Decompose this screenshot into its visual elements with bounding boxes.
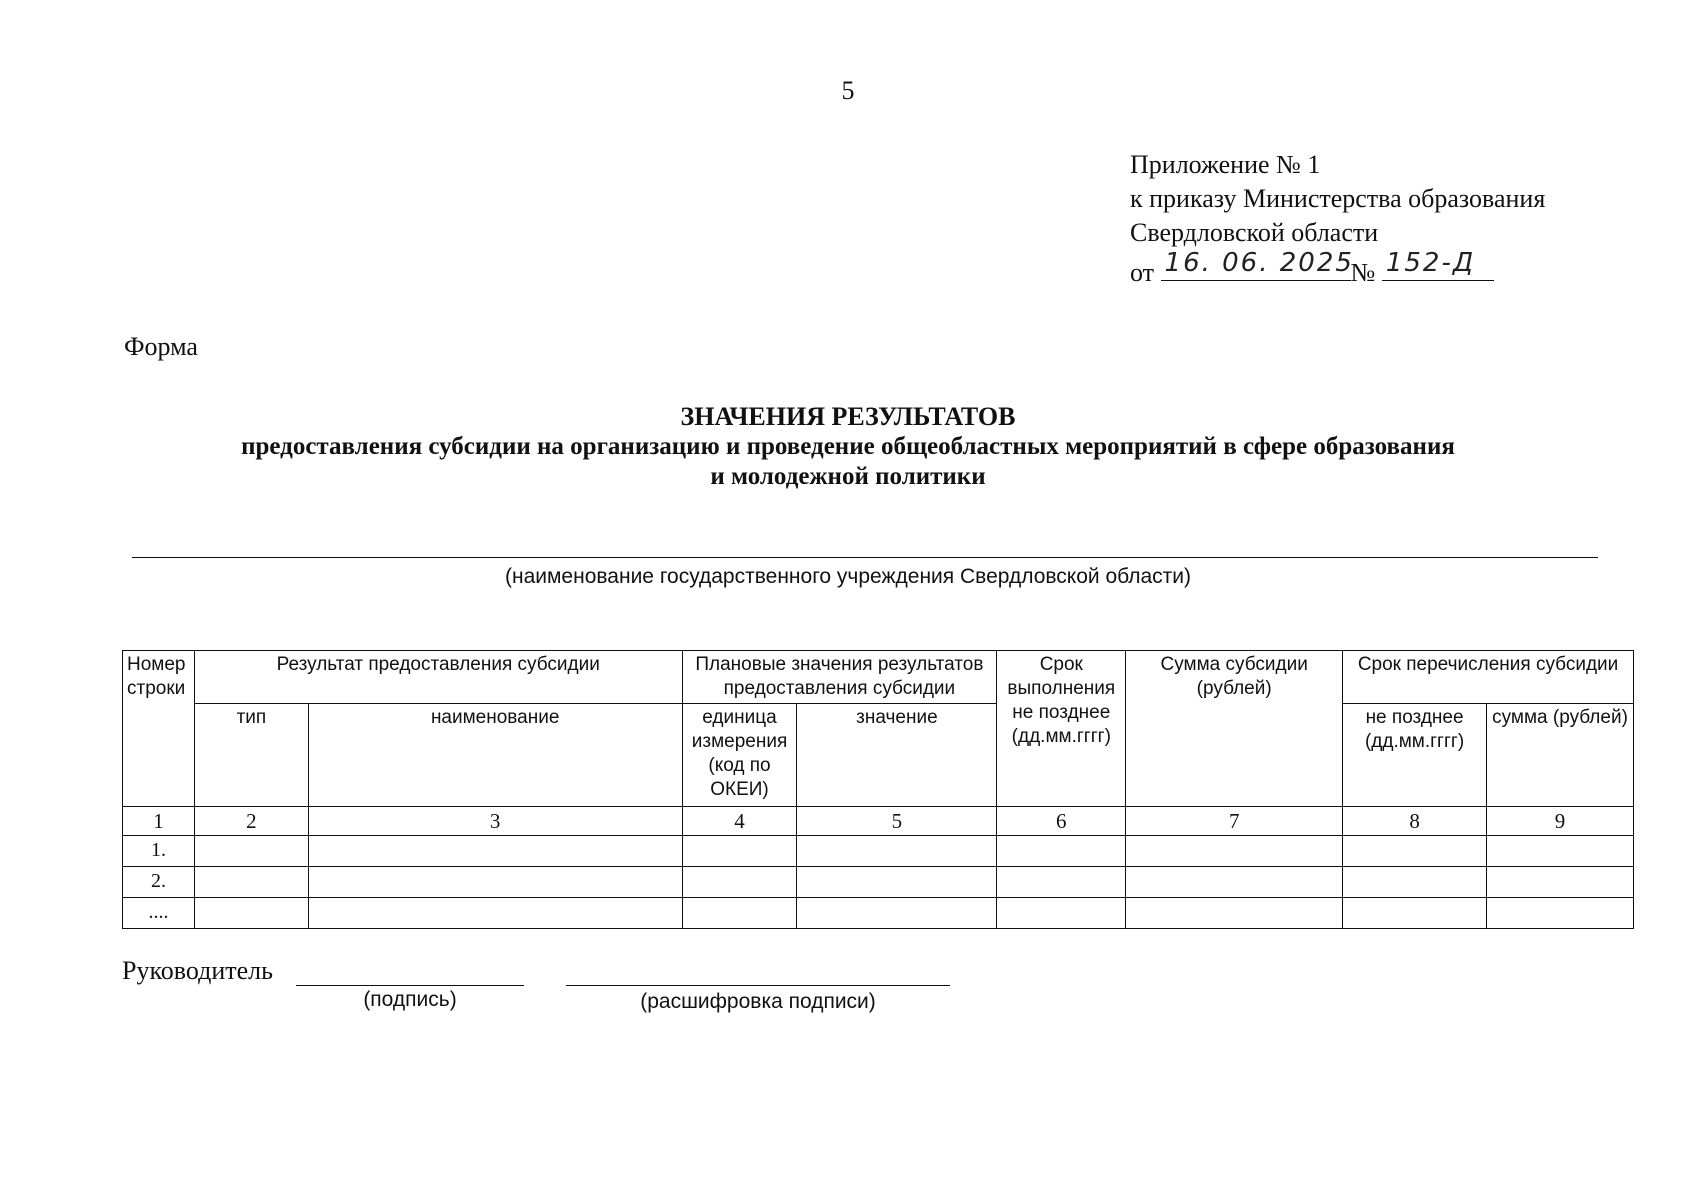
table-row xyxy=(123,898,1634,929)
table-cell xyxy=(682,898,797,929)
date-prefix: от xyxy=(1130,258,1155,287)
table-cell xyxy=(308,867,682,898)
table-cell xyxy=(1126,867,1343,898)
header-value: значение xyxy=(797,704,997,807)
table-cell xyxy=(797,898,997,929)
number-field xyxy=(1382,250,1494,281)
table-cell xyxy=(997,836,1126,867)
date-field xyxy=(1161,248,1354,281)
table-cell xyxy=(682,836,797,867)
header-result-group: Результат предоставления субсидии xyxy=(194,651,682,704)
table-cell xyxy=(1126,898,1343,929)
number-prefix: № xyxy=(1350,258,1376,287)
table-cell xyxy=(308,898,682,929)
appendix-line-2: к приказу Министерства образования xyxy=(1130,184,1546,213)
header-transfer-group: Срок перечисления субсидии xyxy=(1343,651,1634,704)
signature-label: Руководитель xyxy=(122,956,273,985)
column-number: 8 xyxy=(1343,807,1487,836)
header-planned-group: Плановые значения результатов предоставления субсидии xyxy=(682,651,997,704)
column-number: 7 xyxy=(1126,807,1343,836)
column-number: 4 xyxy=(682,807,797,836)
table-cell xyxy=(1487,898,1634,929)
handwritten-number: 152-Д xyxy=(1385,248,1476,278)
appendix-block xyxy=(1130,148,1545,290)
table-row xyxy=(123,836,1634,867)
header-row-number: Номер строки xyxy=(123,651,195,807)
document-title xyxy=(0,402,1696,492)
signature-caption: (подпись) xyxy=(363,988,457,1011)
title-sub-1: предоставления субсидии на организацию и проведение общеобластных мероприятий в сфере образования xyxy=(241,433,1455,460)
header-row-2 xyxy=(123,704,1634,807)
row-number: .... xyxy=(123,898,195,929)
column-number: 1 xyxy=(123,807,195,836)
org-caption: (наименование государственного учреждения Свердловской области) xyxy=(504,565,1192,588)
results-table xyxy=(122,650,1634,929)
table-cell xyxy=(1343,898,1487,929)
handwritten-date: 16. 06. 2025 xyxy=(1164,248,1354,278)
header-type: тип xyxy=(194,704,308,807)
page-number: 5 xyxy=(841,76,855,105)
column-number-row xyxy=(123,807,1634,836)
signature-decode-caption: (расшифровка подписи) xyxy=(640,990,876,1013)
appendix-line-3: Свердловской области xyxy=(1130,218,1379,247)
appendix-line-1: Приложение № 1 xyxy=(1130,150,1321,179)
header-name: наименование xyxy=(308,704,682,807)
header-sum: Сумма субсидии (рублей) xyxy=(1126,651,1343,807)
column-number: 2 xyxy=(194,807,308,836)
header-row-1 xyxy=(123,651,1634,704)
row-number: 2. xyxy=(123,867,195,898)
table-cell xyxy=(1126,836,1343,867)
column-number: 6 xyxy=(997,807,1126,836)
signature-decode-line xyxy=(566,985,950,986)
table-cell xyxy=(194,898,308,929)
header-not-later: не позднее (дд.мм.гггг) xyxy=(1343,704,1487,807)
table-cell xyxy=(308,836,682,867)
column-number: 5 xyxy=(797,807,997,836)
signature-line xyxy=(296,985,524,986)
row-number: 1. xyxy=(123,836,195,867)
table-cell xyxy=(1343,836,1487,867)
table-cell xyxy=(194,867,308,898)
column-number: 9 xyxy=(1487,807,1634,836)
table-cell xyxy=(797,867,997,898)
table-cell xyxy=(1487,836,1634,867)
table-cell xyxy=(997,898,1126,929)
table-cell xyxy=(194,836,308,867)
table-cell xyxy=(682,867,797,898)
table-cell xyxy=(997,867,1126,898)
appendix-date-line xyxy=(1130,250,1545,290)
title-main: ЗНАЧЕНИЯ РЕЗУЛЬТАТОВ xyxy=(680,402,1016,431)
table-row xyxy=(123,867,1634,898)
table-cell xyxy=(1487,867,1634,898)
header-unit: единица измерения (код по ОКЕИ) xyxy=(682,704,797,807)
form-label: Форма xyxy=(124,332,198,361)
table-cell xyxy=(1343,867,1487,898)
org-name-line xyxy=(132,557,1598,558)
column-number: 3 xyxy=(308,807,682,836)
table-cell xyxy=(797,836,997,867)
header-deadline: Срок выполнения не позднее (дд.мм.гггг) xyxy=(997,651,1126,807)
title-sub-2: и молодежной политики xyxy=(710,463,986,490)
header-transfer-sum: сумма (рублей) xyxy=(1487,704,1634,807)
